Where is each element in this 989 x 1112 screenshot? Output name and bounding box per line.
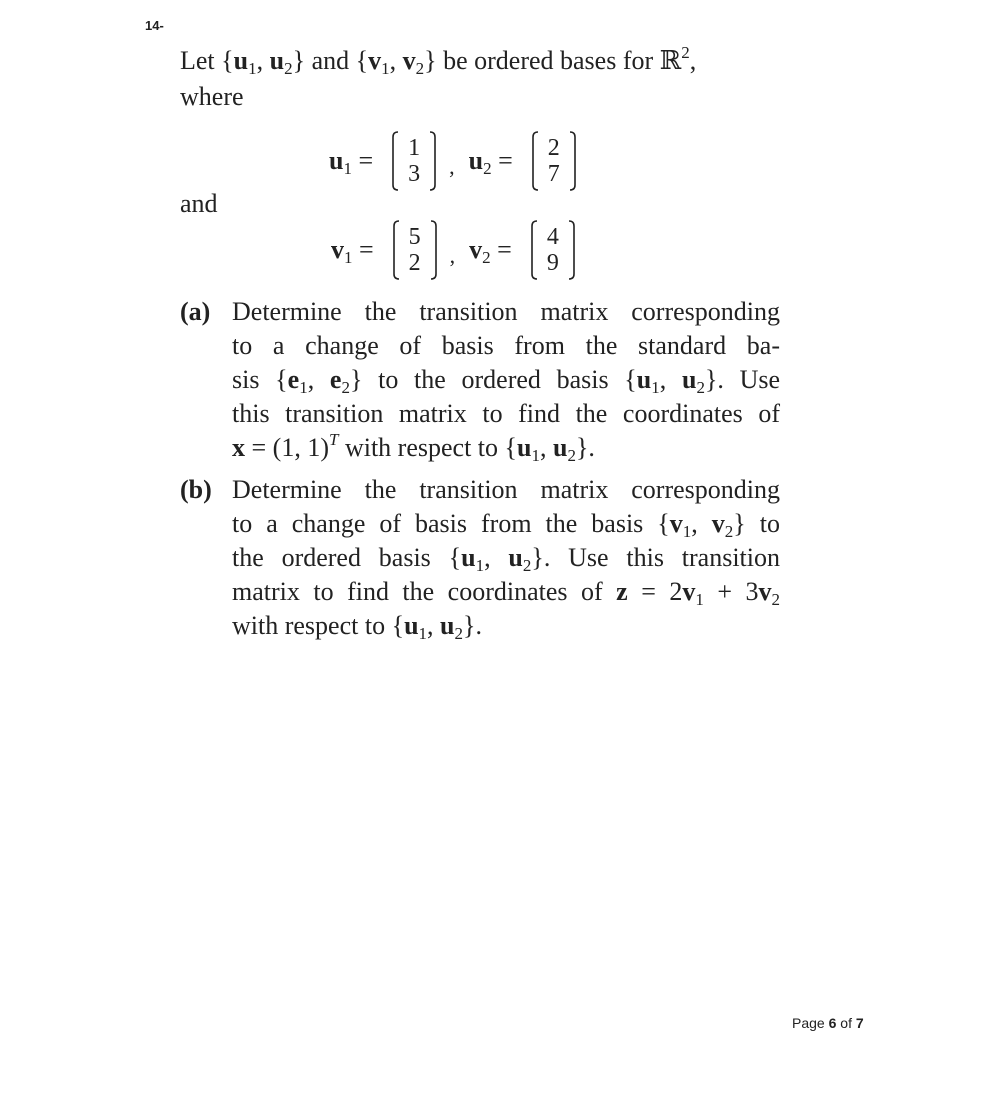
u2-entry-1: 2 [547,135,560,161]
u2-entry-2: 7 [547,161,560,187]
part-a [180,295,780,475]
and-label: and [180,189,218,218]
u1-entry-1: 1 [408,135,421,161]
intro-and: and [311,46,350,75]
real-numbers-symbol: ℝ [659,46,682,76]
v1-entry-2: 2 [408,250,421,276]
v1-entry-1: 5 [408,224,421,250]
u-vectors-equation: $u_1$ = 1 3 , $u_2$ = 2 7 [329,126,581,196]
intro-line: Let {$u_1$, $u_2$} and {$v_1$, $v_2$} be ordered bases for ℝ$^2$, [180,43,697,78]
part-a-body: Determine the transition matrix corresponding to a change of basis from the standard ba- sis {$e_1$, $e_2$} to the ordered basis {$u_1$, $u_2$}. Use this transition matrix to find the coordinates of x = (1, 1)$^T$ with respect to {$u_1$, $u_2$}. [232,297,781,465]
vector-u2 [531,129,577,193]
v2-entry-1: 4 [546,224,559,250]
v2-entry-2: 9 [546,250,559,276]
vector-u1 [391,129,437,193]
vector-v2 [530,218,576,282]
vector-v1 [392,218,438,282]
intro-bases-text: be ordered bases for [443,46,654,75]
part-b-body: Determine the transition matrix corresponding to a change of basis from the basis {$v_1$, $v_2$} to the ordered basis {$u_1$, $u_2$}. Use this transition matrix to find the coordinates of $z = 2v_1 + 3v_2$ with respect to {$u_1$, $u_2$}. [232,475,781,643]
part-b [180,473,780,653]
part-a-label: (a) [180,297,211,326]
v-vectors-equation: $v_1$ = 5 2 , $v_2$ = 4 9 [331,215,580,285]
page-footer: Page 6 of 7 [792,1015,864,1031]
page-total: 7 [855,1015,864,1031]
part-b-label: (b) [180,475,212,504]
intro-where: where [180,82,244,111]
question-number: 14- [145,18,164,33]
page-number: 6 [828,1015,837,1031]
u1-entry-2: 3 [408,161,421,187]
intro-let: Let [180,46,215,75]
